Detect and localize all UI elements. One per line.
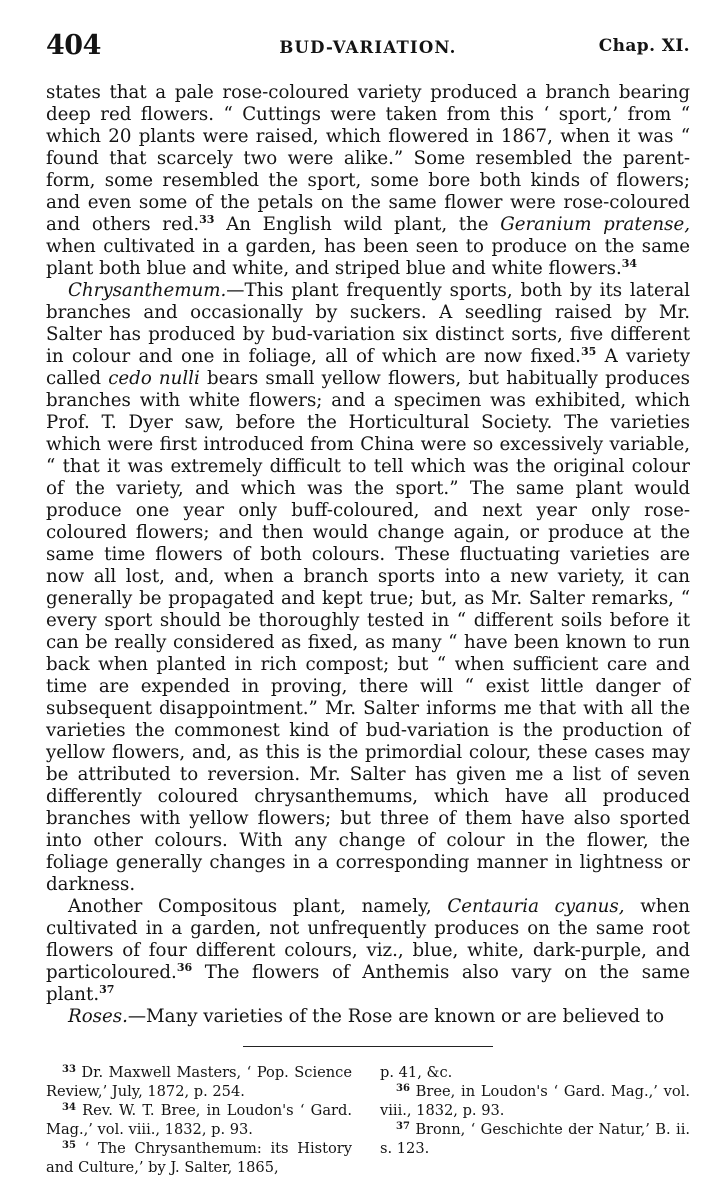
footnote-text: Bronn, ‘ Geschichte der Natur,’ B. ii. s. 123.: [380, 1121, 690, 1157]
footnote-number: 33: [62, 1064, 76, 1075]
text-run: Another Compositous plant, namely,: [68, 896, 448, 917]
paragraph-chrysanthemum: [46, 280, 690, 896]
section-heading-roses: Roses.: [68, 1006, 128, 1027]
footnote-number: 35: [62, 1140, 76, 1151]
text-run: states that a pale rose-coloured variety produced a branch bearing deep red flowers. “ Cuttings were taken from this ‘ sport,’ from “ which 20 plants were raised, which flowered in 1867, when it was “ found that scarcely two were alike.” Some resembled the parent-form, some resembled the sport, some bore both kinds of flowers; and even some of the petals on the same flower were rose-coloured and others red.: [46, 82, 690, 235]
text-run: A variety called: [46, 346, 690, 389]
page-header: [46, 30, 690, 64]
species-name: Centauria cyanus,: [447, 896, 625, 917]
footnote-number: 34: [62, 1102, 76, 1113]
footnote-text: Bree, in Loudon's ‘ Gard. Mag.,’ vol. viii., 1832, p. 93.: [380, 1083, 690, 1119]
section-heading-chrysanthemum: Chrysanthemum.: [68, 280, 227, 301]
text-run: when cultivated in a garden, has been seen to produce on the same plant both blue and white, and striped blue and white flowers.: [46, 236, 690, 279]
footnote-37: [380, 1120, 690, 1158]
text-run: bears small yellow flowers, but habitually produces branches with white flowers; and a specimen was exhibited, which Prof. T. Dyer saw, before the Horticultural Society. The varieties which were first introduced from China were so excessively variable, “ that it was extremely difficult to tell which was the original colour of the variety, and which was the sport.” The same plant would produce one year only buff-coloured, and next year only rose-coloured flowers; and then would change again, or produce at the same time flowers of both colours. These fluctuating varieties are now all lost, and, when a branch sports into a new variety, it can generally be propagated and kept true; but, as Mr. Salter remarks, “ every sport should be thoroughly tested in “ different soils before it can be really considered as fixed, as many “ have been known to run back when planted in rich compost; but “ when sufficient care and time are expended in proving, there will “ exist little danger of subsequent disappointment.” Mr. Salter informs me that with all the varieties the commonest kind of bud-variation is the production of yellow flowers, and, as this is the primordial colour, these cases may be attributed to reversion. Mr. Salter has given me a list of seven differently coloured chrysanthemums, which have all produced branches with yellow flowers; but three of them have also sported into other colours. With any change of colour in the flower, the foliage generally changes in a corresponding manner in lightness or darkness.: [46, 368, 691, 895]
footnote-ref-33: 33: [199, 213, 215, 226]
footnote-text: ‘ The Chrysanthemum: its History and Culture,’ by J. Salter, 1865,: [46, 1140, 352, 1176]
footnote-35-continued: p. 41, &c.: [380, 1064, 453, 1081]
body-text: [46, 82, 690, 1028]
paragraph-centauria: [46, 896, 690, 1006]
footnote-33: [46, 1063, 352, 1101]
running-title: BUD-VARIATION.: [279, 38, 457, 57]
text-run: —This plant frequently sports, both by its lateral branches and occasionally by suckers. A seedling raised by Mr. Salter has produced by bud-variation six distinct sorts, five different in colour and one in foliage, all of which are now fixed.: [46, 280, 690, 367]
footnote-34: [46, 1101, 352, 1139]
text-run: when cultivated in a garden, not unfrequently produces on the same root flowers of four different colours, viz., blue, white, dark-purple, and particoloured.: [46, 896, 690, 983]
text-run: The flowers of Anthemis also vary on the same plant.: [46, 962, 690, 1005]
text-run: An English wild plant, the: [214, 214, 501, 235]
footnote-36: [380, 1082, 690, 1120]
footnotes: [46, 1063, 690, 1177]
footnotes-left-column: [46, 1063, 352, 1177]
footnote-ref-34: 34: [621, 257, 638, 270]
paragraph-roses: [46, 1006, 690, 1028]
footnote-text: Dr. Maxwell Masters, ‘ Pop. Science Review,’ July, 1872, p. 254.: [46, 1064, 352, 1100]
species-name: Geranium pratense,: [500, 214, 690, 235]
paragraph-geranium: [46, 82, 690, 280]
footnote-ref-36: 36: [176, 961, 193, 974]
footnote-ref-37: 37: [99, 983, 115, 996]
variety-name: cedo nulli: [108, 368, 200, 389]
footnote-ref-35: 35: [580, 345, 597, 358]
footnote-35: [46, 1139, 352, 1177]
text-run: —Many varieties of the Rose are known or are believed to: [127, 1006, 665, 1027]
page-number: 404: [46, 30, 101, 61]
footnote-divider: [243, 1046, 493, 1047]
footnote-number: 36: [396, 1083, 410, 1094]
footnotes-right-column: [380, 1063, 690, 1177]
book-page: [46, 30, 690, 1177]
chapter-label: Chap. XI.: [598, 36, 690, 56]
footnote-number: 37: [396, 1121, 410, 1132]
footnote-text: Rev. W. T. Bree, in Loudon's ‘ Gard. Mag.,’ vol. viii., 1832, p. 93.: [46, 1102, 352, 1138]
